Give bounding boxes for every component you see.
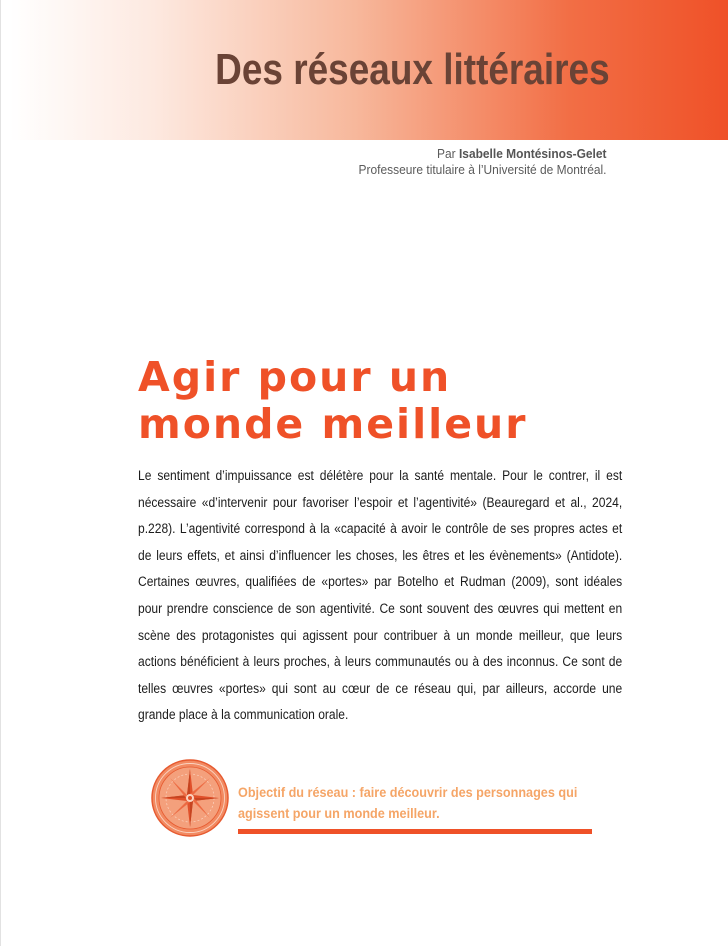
objective-text: Objectif du réseau : faire découvrir des personnages qui agissent pour un monde meilleur. <box>238 785 578 821</box>
header-band <box>10 0 728 140</box>
body-paragraph: Le sentiment d’impuissance est délétère pour la santé mentale. Pour le contrer, il est nécessaire «d’intervenir pour favoriser l’espoir et l’agentivité» (Beauregard et al., 2024, p.228). L’agentivité correspond à la «capacité à avoir le contrôle de ses propres actes et de leurs effets, et ainsi d’influencer les choses, les êtres et les évènements» (Antidote). Certaines œuvres, qualifiées de «portes» par Botelho et Rudman (2009), sont idéales pour prendre conscience de son agentivité. Ce sont souvent des œuvres qui mettent en scène des protagonistes qui agissent pour contribuer à un monde meilleur, que leurs actions bénéficient à leurs proches, à leurs communautés ou à des inconnus. Ce sont de telles œuvres «portes» qui sont au cœur de ce réseau qui, par ailleurs, accorde une grande place à la communication orale. <box>138 468 623 723</box>
author-prefix: Par <box>437 146 460 161</box>
byline <box>359 146 607 178</box>
page-edge <box>0 0 1 946</box>
page-title: Des réseaux littéraires <box>215 45 610 94</box>
author-name: Isabelle Montésinos-Gelet <box>459 146 607 161</box>
author-role: Professeure titulaire à l’Université de Montréal. <box>359 162 607 177</box>
objective-underline <box>238 829 592 834</box>
compass-icon <box>150 758 230 838</box>
section-title-line-1: Agir pour un <box>138 353 452 401</box>
author-line <box>359 146 607 162</box>
section-title <box>138 354 527 448</box>
objective-box <box>150 758 600 838</box>
section-title-line-2: monde meilleur <box>138 400 528 448</box>
